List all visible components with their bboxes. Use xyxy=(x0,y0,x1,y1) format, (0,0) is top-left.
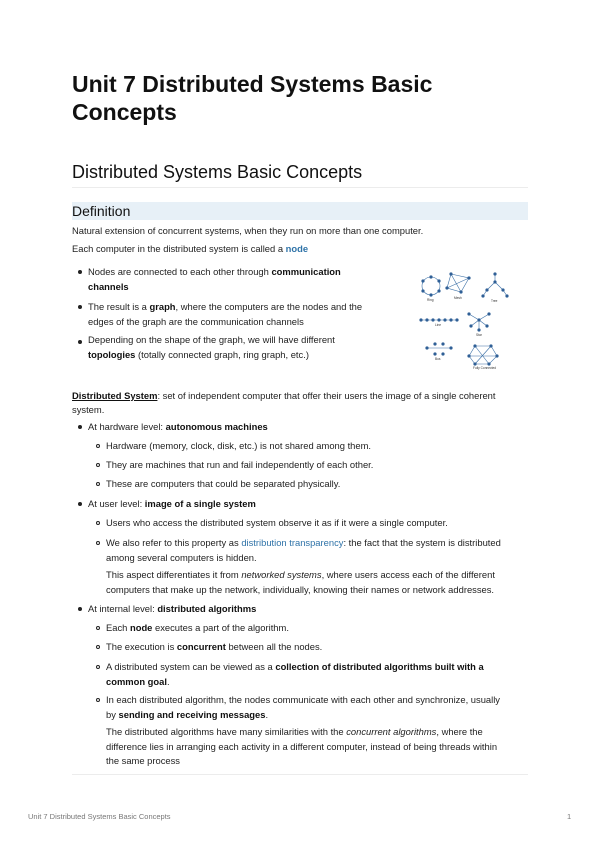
internal-sub-3: A distributed system can be viewed as a collection of distributed algorithms built with a common goal. xyxy=(106,661,484,687)
page-title: Unit 7 Distributed Systems Basic Concepts xyxy=(72,71,433,125)
distributed-system-term: Distributed System xyxy=(72,390,158,401)
distribution-transparency-term: distribution transparency xyxy=(241,537,344,548)
sub-bullet xyxy=(96,645,100,649)
hardware-sub-2: They are machines that run and fail independently of each other. xyxy=(106,459,374,470)
definition-heading-band xyxy=(72,202,528,220)
sub-bullet xyxy=(96,444,100,448)
intro-line-2: Each computer in the distributed system is called a node xyxy=(72,243,309,254)
definition-heading: Definition xyxy=(72,203,131,219)
label-line: Line xyxy=(435,323,442,327)
hardware-sub-3: These are computers that could be separated physically. xyxy=(106,478,341,489)
label-tree: Tree xyxy=(491,299,498,303)
bullet-dot xyxy=(78,425,82,429)
internal-level: At internal level: distributed algorithms xyxy=(88,603,257,614)
internal-sub-1: Each node executes a part of the algorithm. xyxy=(106,622,289,633)
sub-bullet xyxy=(96,698,100,702)
node-term: node xyxy=(285,243,309,254)
user-sub-1: Users who access the distributed system observe it as if it were a single computer. xyxy=(106,517,448,528)
sub-bullet xyxy=(96,463,100,467)
bullet-graph: The result is a graph, where the computers are the nodes and the edges of the graph are the communication channels xyxy=(88,301,363,327)
bullet-dot xyxy=(78,340,82,344)
hardware-level: At hardware level: autonomous machines xyxy=(88,421,268,432)
intro-line-1: Natural extension of concurrent systems, when they run on more than one computer. xyxy=(72,225,424,236)
label-mesh: Mesh xyxy=(454,296,462,300)
label-bus: Bus xyxy=(435,357,441,361)
sub-bullet xyxy=(96,626,100,630)
bullet-dot xyxy=(78,502,82,506)
bullet-topologies: Depending on the shape of the graph, we will have different topologies (totally connected graph, ring graph, etc.) xyxy=(88,334,335,360)
end-divider xyxy=(72,774,528,775)
bullet-dot xyxy=(78,607,82,611)
user-level: At user level: image of a single system xyxy=(88,498,256,509)
sub-bullet xyxy=(96,521,100,525)
bullet-dot xyxy=(78,305,82,309)
internal-sub-2: The execution is concurrent between all the nodes. xyxy=(106,641,323,652)
bullet-communication: Nodes are connected to each other through communication channels xyxy=(88,266,341,292)
internal-note: The distributed algorithms have many similarities with the concurrent algorithms, where the difference lies in arranging each activity in a different computer, instead of being threads within the same process xyxy=(106,726,498,766)
footer-page-number: 1 xyxy=(567,812,572,821)
sub-bullet xyxy=(96,665,100,669)
label-ring: Ring xyxy=(427,298,434,302)
internal-sub-4: In each distributed algorithm, the nodes communicate with each other and synchronize, usually by sending and receiving messages. xyxy=(106,694,500,720)
user-sub-2: We also refer to this property as distribution transparency: the fact that the system is distributed among several computers is hidden. xyxy=(106,537,501,563)
hardware-sub-1: Hardware (memory, clock, disk, etc.) is not shared among them. xyxy=(106,440,372,451)
user-note: This aspect differentiates it from networked systems, where users access each of the different computers that make up the network, individually, knowing their names or network addresses. xyxy=(106,569,495,595)
sub-bullet xyxy=(96,482,100,486)
section-title: Distributed Systems Basic Concepts xyxy=(72,162,363,182)
label-fully-connected: Fully Connected xyxy=(473,366,497,370)
sub-bullet xyxy=(96,541,100,545)
network-topologies-figure xyxy=(417,268,533,370)
label-star: Star xyxy=(476,333,482,337)
bullet-dot xyxy=(78,270,82,274)
distributed-system-definition: Distributed System: set of independent computer that offer their users the image of a single coherent system. xyxy=(72,390,496,415)
footer-title: Unit 7 Distributed Systems Basic Concepts xyxy=(28,812,171,821)
section-divider xyxy=(72,187,528,188)
